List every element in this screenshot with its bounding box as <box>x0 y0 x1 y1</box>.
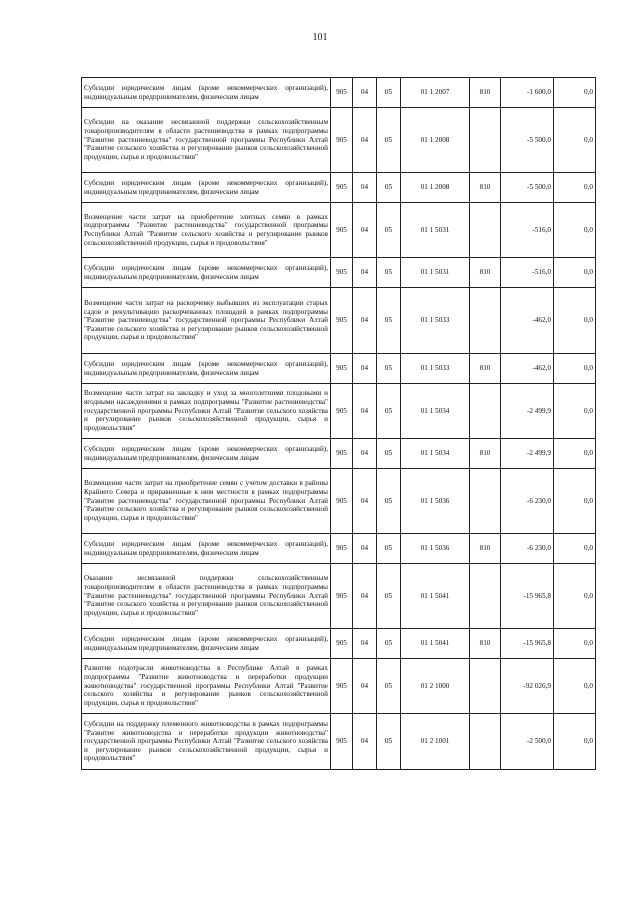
table-row <box>82 354 596 384</box>
cell-sum-1: -1 600,0 <box>501 78 554 108</box>
cell-sum-1: -2 499,9 <box>501 384 554 439</box>
cell-pr: 05 <box>377 629 401 659</box>
cell-rz: 04 <box>353 173 377 203</box>
cell-vr: 810 <box>470 78 501 108</box>
cell-vr: 810 <box>470 629 501 659</box>
cell-csr: 01 2 1001 <box>401 714 470 770</box>
cell-csr: 01 1 5034 <box>401 439 470 469</box>
cell-ved: 905 <box>331 108 353 173</box>
cell-rz: 04 <box>353 659 377 714</box>
row-description: Возмещение части затрат на приобретение элитных семян в рамках подпрограммы "Развитие растениеводства" государственной программы Республики Алтай "Развитие сельского хозяйства и регулирование рынков сельскохозяйственной продукции, сырья и продовольствия" <box>82 203 331 258</box>
table-row <box>82 384 596 439</box>
cell-ved: 905 <box>331 469 353 534</box>
cell-pr: 05 <box>377 659 401 714</box>
row-description: Возмещение части затрат на закладку и уход за многолетними плодовыми и ягодными насаждениями в рамках подпрограммы "Развитие растениеводства" государственной программы Республики Алтай "Развитие сельского хозяйства и регулирование рынков сельскохозяйственной продукции, сырья и продовольствия" <box>82 384 331 439</box>
row-description: Субсидии юридическим лицам (кроме некоммерческих организаций), индивидуальным предпринимателям, физическим лицам <box>82 534 331 564</box>
page-number: 101 <box>312 32 328 43</box>
cell-csr: 01 1 5034 <box>401 384 470 439</box>
cell-ved: 905 <box>331 354 353 384</box>
cell-sum-2: 0,0 <box>554 629 596 659</box>
cell-sum-1: -2 499,9 <box>501 439 554 469</box>
cell-ved: 905 <box>331 173 353 203</box>
cell-ved: 905 <box>331 78 353 108</box>
cell-pr: 05 <box>377 384 401 439</box>
cell-sum-1: -6 230,0 <box>501 469 554 534</box>
cell-sum-2: 0,0 <box>554 258 596 288</box>
cell-ved: 905 <box>331 534 353 564</box>
cell-csr: 01 1 5036 <box>401 534 470 564</box>
cell-pr: 05 <box>377 354 401 384</box>
cell-ved: 905 <box>331 439 353 469</box>
table-row <box>82 564 596 629</box>
cell-sum-2: 0,0 <box>554 288 596 354</box>
cell-rz: 04 <box>353 288 377 354</box>
cell-sum-1: -5 500,0 <box>501 173 554 203</box>
cell-sum-1: -462,0 <box>501 288 554 354</box>
cell-ved: 905 <box>331 384 353 439</box>
cell-vr <box>470 203 501 258</box>
cell-vr <box>470 714 501 770</box>
row-description: Субсидии юридическим лицам (кроме некоммерческих организаций), индивидуальным предпринимателям, физическим лицам <box>82 629 331 659</box>
cell-pr: 05 <box>377 203 401 258</box>
cell-vr <box>470 288 501 354</box>
row-description: Субсидии юридическим лицам (кроме некоммерческих организаций), индивидуальным предпринимателям, физическим лицам <box>82 78 331 108</box>
row-description: Развитие подотрасли животноводства в Республике Алтай в рамках подпрограммы "Развитие животноводства и переработки продукции животноводства" государственной программы Республики Алтай "Развитие сельского хозяйства и регулирование рынков сельскохозяйственной продукции, сырья и продовольствия" <box>82 659 331 714</box>
cell-pr: 05 <box>377 439 401 469</box>
cell-sum-1: -15 965,8 <box>501 629 554 659</box>
cell-csr: 01 1 5033 <box>401 288 470 354</box>
cell-pr: 05 <box>377 258 401 288</box>
cell-sum-2: 0,0 <box>554 78 596 108</box>
cell-pr: 05 <box>377 534 401 564</box>
cell-rz: 04 <box>353 108 377 173</box>
table-row <box>82 173 596 203</box>
cell-ved: 905 <box>331 629 353 659</box>
cell-rz: 04 <box>353 534 377 564</box>
table-body <box>82 78 596 770</box>
cell-sum-1: -5 500,0 <box>501 108 554 173</box>
row-description: Субсидии юридическим лицам (кроме некоммерческих организаций), индивидуальным предпринимателям, физическим лицам <box>82 439 331 469</box>
table-row <box>82 629 596 659</box>
table-row <box>82 78 596 108</box>
cell-rz: 04 <box>353 564 377 629</box>
cell-csr: 01 1 5033 <box>401 354 470 384</box>
cell-vr <box>470 108 501 173</box>
cell-pr: 05 <box>377 173 401 203</box>
cell-sum-1: -2 500,0 <box>501 714 554 770</box>
cell-ved: 905 <box>331 714 353 770</box>
table-row <box>82 288 596 354</box>
cell-rz: 04 <box>353 629 377 659</box>
row-description: Возмещение части затрат на приобретение семян с учетом доставки в районы Крайнего Севера и приравненные к ним местности в рамках подпрограммы "Развитие растениеводства" государственной программы Республики Алтай "Развитие сельского хозяйства и регулирование рынков сельскохозяйственной продукции, сырья и продовольствия" <box>82 469 331 534</box>
cell-vr: 810 <box>470 354 501 384</box>
cell-vr: 810 <box>470 258 501 288</box>
cell-ved: 905 <box>331 659 353 714</box>
cell-pr: 05 <box>377 714 401 770</box>
cell-sum-1: -516,0 <box>501 203 554 258</box>
cell-vr <box>470 384 501 439</box>
row-description: Субсидии юридическим лицам (кроме некоммерческих организаций), индивидуальным предпринимателям, физическим лицам <box>82 173 331 203</box>
cell-rz: 04 <box>353 439 377 469</box>
cell-sum-2: 0,0 <box>554 354 596 384</box>
cell-sum-1: -462,0 <box>501 354 554 384</box>
cell-vr: 810 <box>470 439 501 469</box>
cell-vr: 810 <box>470 173 501 203</box>
cell-csr: 01 2 1000 <box>401 659 470 714</box>
table-row <box>82 258 596 288</box>
cell-rz: 04 <box>353 384 377 439</box>
cell-ved: 905 <box>331 258 353 288</box>
table-row <box>82 659 596 714</box>
cell-sum-2: 0,0 <box>554 564 596 629</box>
row-description: Оказание несвязанной поддержки сельскохозяйственным товаропроизводителям в области растениеводства в рамках подпрограммы "Развитие растениеводства" государственной программы Республики Алтай "Развитие сельского хозяйства и регулирование рынков сельскохозяйственной продукции, сырья и продовольствия" <box>82 564 331 629</box>
cell-csr: 01 1 2008 <box>401 108 470 173</box>
cell-sum-2: 0,0 <box>554 108 596 173</box>
cell-sum-1: -15 965,8 <box>501 564 554 629</box>
table-row <box>82 534 596 564</box>
table-row <box>82 203 596 258</box>
cell-rz: 04 <box>353 203 377 258</box>
cell-rz: 04 <box>353 354 377 384</box>
cell-csr: 01 1 5041 <box>401 629 470 659</box>
cell-rz: 04 <box>353 714 377 770</box>
cell-ved: 905 <box>331 288 353 354</box>
cell-csr: 01 1 2008 <box>401 173 470 203</box>
cell-vr <box>470 469 501 534</box>
cell-ved: 905 <box>331 564 353 629</box>
cell-pr: 05 <box>377 564 401 629</box>
cell-sum-2: 0,0 <box>554 203 596 258</box>
cell-sum-2: 0,0 <box>554 659 596 714</box>
cell-rz: 04 <box>353 78 377 108</box>
cell-pr: 05 <box>377 108 401 173</box>
cell-csr: 01 1 5036 <box>401 469 470 534</box>
cell-rz: 04 <box>353 469 377 534</box>
cell-sum-2: 0,0 <box>554 714 596 770</box>
cell-csr: 01 1 5031 <box>401 258 470 288</box>
cell-csr: 01 1 2007 <box>401 78 470 108</box>
table-row <box>82 714 596 770</box>
cell-ved: 905 <box>331 203 353 258</box>
row-description: Субсидии на оказание несвязанной поддержки сельскохозяйственным товаропроизводителям в области растениеводства в рамках подпрограммы "Развитие растениеводства" государственной программы Республики Алтай "Развитие сельского хозяйства и регулирование рынков сельскохозяйственной продукции, сырья и продовольствия" <box>82 108 331 173</box>
cell-pr: 05 <box>377 78 401 108</box>
cell-csr: 01 1 5031 <box>401 203 470 258</box>
cell-sum-1: -516,0 <box>501 258 554 288</box>
cell-sum-2: 0,0 <box>554 469 596 534</box>
cell-rz: 04 <box>353 258 377 288</box>
cell-vr <box>470 564 501 629</box>
cell-sum-2: 0,0 <box>554 384 596 439</box>
row-description: Возмещение части затрат на раскорчевку выбывших из эксплуатации старых садов и рекультивацию раскорчеванных площадей в рамках подпрограммы "Развитие растениеводства" государственной программы Республики Алтай "Развитие сельского хозяйства и регулирование рынков сельскохозяйственной продукции, сырья и продовольствия" <box>82 288 331 354</box>
cell-vr: 810 <box>470 534 501 564</box>
cell-sum-2: 0,0 <box>554 534 596 564</box>
cell-pr: 05 <box>377 288 401 354</box>
cell-sum-1: -92 026,9 <box>501 659 554 714</box>
budget-table <box>81 77 596 770</box>
row-description: Субсидии на поддержку племенного животноводства в рамках подпрограммы "Развитие животноводства и переработки продукции животноводства" государственной программы Республики Алтай "Развитие сельского хозяйства и регулирование рынков сельскохозяйственной продукции, сырья и продовольствия" <box>82 714 331 770</box>
table-row <box>82 469 596 534</box>
row-description: Субсидии юридическим лицам (кроме некоммерческих организаций), индивидуальным предпринимателям, физическим лицам <box>82 354 331 384</box>
cell-sum-2: 0,0 <box>554 173 596 203</box>
cell-sum-1: -6 230,0 <box>501 534 554 564</box>
row-description: Субсидии юридическим лицам (кроме некоммерческих организаций), индивидуальным предпринимателям, физическим лицам <box>82 258 331 288</box>
table-row <box>82 439 596 469</box>
cell-vr <box>470 659 501 714</box>
cell-csr: 01 1 5041 <box>401 564 470 629</box>
cell-sum-2: 0,0 <box>554 439 596 469</box>
table-row <box>82 108 596 173</box>
cell-pr: 05 <box>377 469 401 534</box>
